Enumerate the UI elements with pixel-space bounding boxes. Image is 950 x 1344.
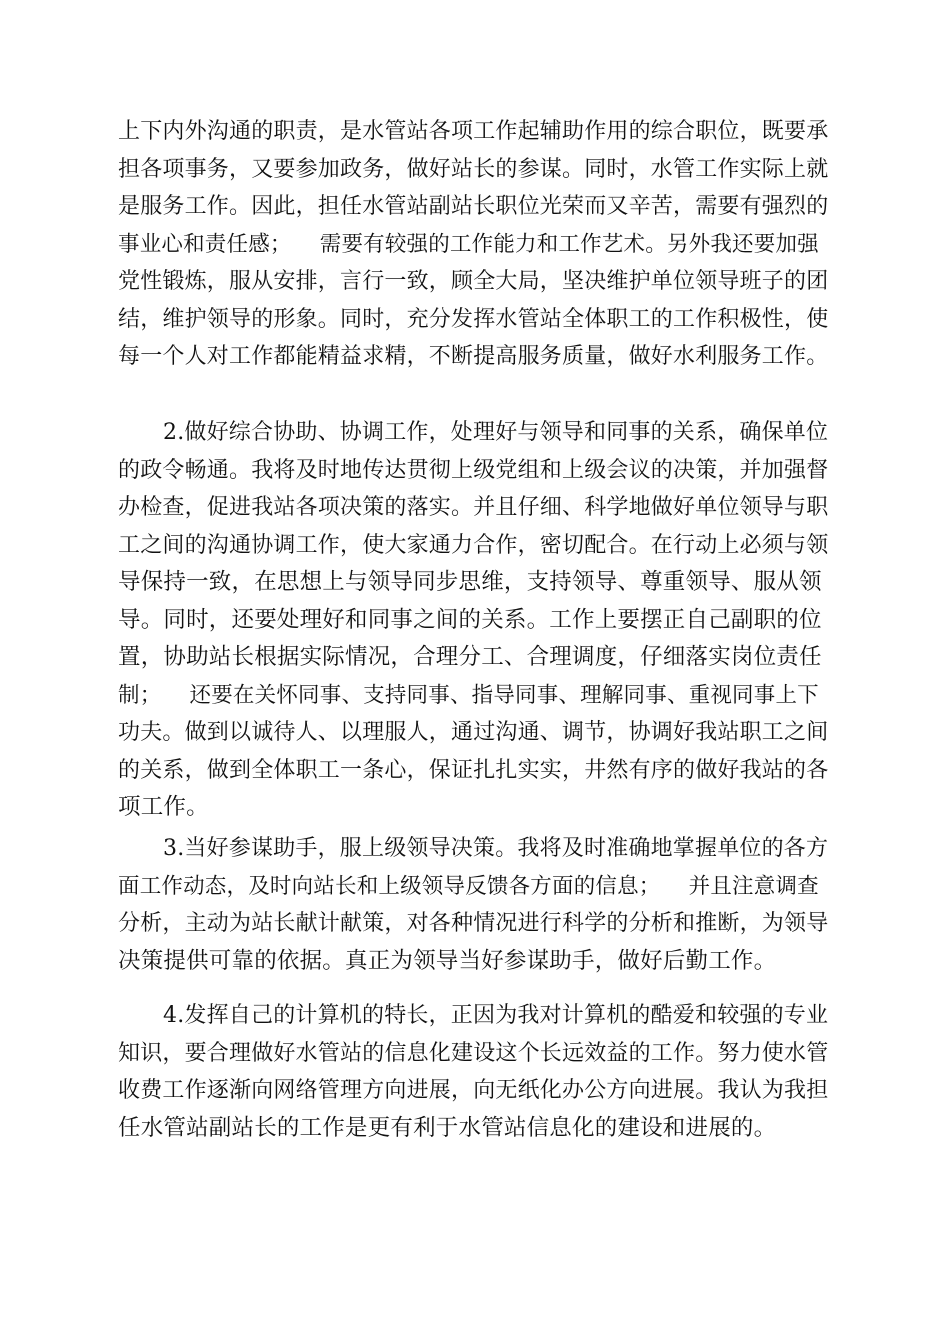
paragraph-line: 事业心和责任感； 需要有较强的工作能力和工作艺术。另外我还要加强 <box>118 231 819 257</box>
paragraph-2 <box>118 414 834 827</box>
paragraph-1 <box>118 113 834 376</box>
paragraph-line: 收费工作逐渐向网络管理方向进展，向无纸化办公方向进展。我认为我担 <box>118 1078 829 1103</box>
paragraph-line: 导保持一致，在思想上与领导同步思维，支持领导、尊重领导、服从领 <box>118 569 822 595</box>
paragraph-line: 置，协助站长根据实际情况，合理分工、合理调度，仔细落实岗位责任 <box>118 644 822 670</box>
paragraph-line: 决策提供可靠的依据。真正为领导当好参谋助手，做好后勤工作。 <box>118 947 777 974</box>
paragraph-line: 是服务工作。因此，担任水管站副站长职位光荣而又辛苦，需要有强烈的 <box>118 194 829 219</box>
paragraph-line: 办检查，促进我站各项决策的落实。并且仔细、科学地做好单位领导与职 <box>118 495 829 520</box>
paragraph-line: 制； 还要在关怀同事、支持同事、指导同事、理解同事、重视同事上下 <box>118 682 819 708</box>
paragraph-line: 每一个人对工作都能精益求精，不断提高服务质量，做好水利服务工作。 <box>118 344 829 369</box>
paragraph-line: 功夫。做到以诚待人、以理服人，通过沟通、调节，协调好我站职工之间 <box>118 720 829 745</box>
paragraph-line: 4.发挥自己的计算机的特长，正因为我对计算机的酷爱和较强的专业 <box>163 1003 829 1028</box>
paragraph-line: 党性锻炼，服从安排，言行一致，顾全大局，坚决维护单位领导班子的团 <box>118 269 829 294</box>
paragraph-line: 结，维护领导的形象。同时，充分发挥水管站全体职工的工作积极性，使 <box>118 306 829 332</box>
paragraph-line: 知识，要合理做好水管站的信息化建设这个长远效益的工作。努力使水管 <box>118 1040 829 1066</box>
paragraph-line: 面工作动态，及时向站长和上级领导反馈各方面的信息； 并且注意调查 <box>118 873 819 899</box>
paragraph-line: 担各项事务，又要参加政务，做好站长的参谋。同时，水管工作实际上就 <box>118 156 829 182</box>
paragraph-line: 上下内外沟通的职责，是水管站各项工作起辅助作用的综合职位，既要承 <box>118 119 829 144</box>
paragraph-line: 分析，主动为站长献计献策，对各种情况进行科学的分析和推断，为领导 <box>118 911 829 936</box>
paragraph-line: 的政令畅通。我将及时地传达贯彻上级党组和上级会议的决策，并加强督 <box>118 457 829 483</box>
paragraph-line: 导。同时，还要处理好和同事之间的关系。工作上要摆正自己副职的位 <box>118 606 822 633</box>
paragraph-line: 工之间的沟通协调工作，使大家通力合作，密切配合。在行动上必须与领 <box>118 532 829 558</box>
paragraph-line: 3.当好参谋助手，服上级领导决策。我将及时准确地掌握单位的各方 <box>163 836 829 861</box>
paragraph-line: 2.做好综合协助、协调工作，处理好与领导和同事的关系，确保单位 <box>163 420 829 445</box>
paragraph-line: 项工作。 <box>118 794 209 820</box>
paragraph-line: 的关系，做到全体职工一条心，保证扎扎实实，井然有序的做好我站的各 <box>118 757 829 783</box>
paragraph-3 <box>118 830 834 980</box>
paragraph-line: 任水管站副站长的工作是更有利于水管站信息化的建设和进展的。 <box>118 1114 777 1141</box>
paragraph-4 <box>118 997 834 1147</box>
